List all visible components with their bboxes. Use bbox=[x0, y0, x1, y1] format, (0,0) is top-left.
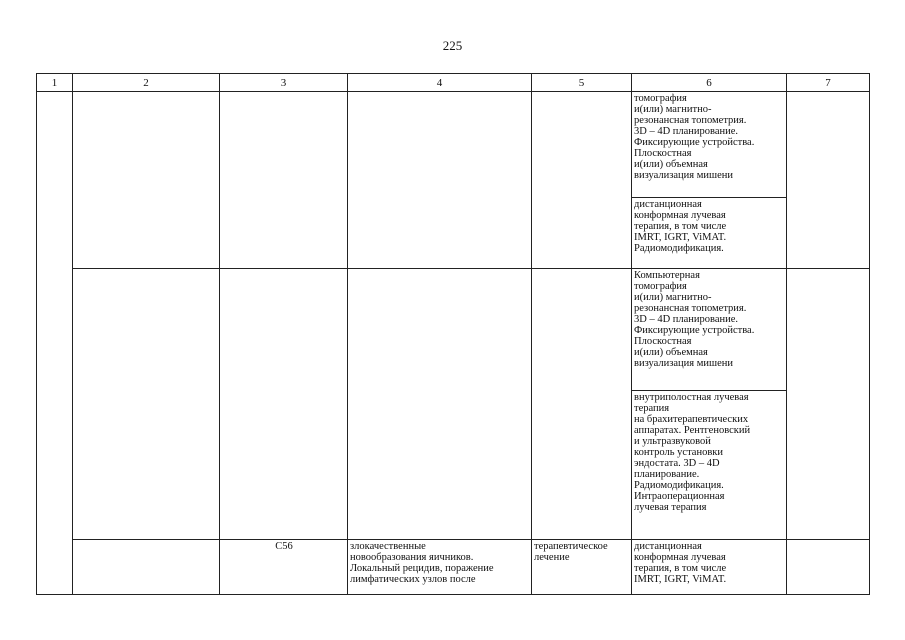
col7-cell bbox=[787, 92, 870, 269]
method-text: дистанционная конформная лучевая терапия, в том числе IMRT, IGRT, ViMAT. bbox=[634, 541, 727, 585]
diagnosis-cell bbox=[348, 92, 532, 269]
col2-cell bbox=[73, 269, 220, 540]
treatment-type-text: терапевтическое лечение bbox=[534, 541, 608, 563]
col-header-7: 7 bbox=[787, 74, 870, 92]
diagnosis-cell bbox=[348, 540, 532, 595]
treatment-type-text bbox=[532, 269, 631, 270]
col1-merged-cell bbox=[37, 92, 73, 595]
col2-cell bbox=[73, 92, 220, 269]
col-header-6: 6 bbox=[632, 74, 787, 92]
diagnosis-text: злокачественные новообразования яичников. Локальный рецидив, поражение лимфатических узлов после bbox=[350, 541, 494, 585]
table-row bbox=[37, 269, 870, 540]
treatment-type-cell bbox=[532, 540, 632, 595]
code-cell bbox=[220, 269, 348, 540]
method-text: Компьютерная томография и(или) магнитно- резонансная топометрия. 3D – 4D планирование. Фиксирующие устройства. Плоскостная и(или) объемная визуализация мишени bbox=[632, 269, 786, 391]
method-cell bbox=[632, 540, 787, 595]
diagnosis-cell bbox=[348, 269, 532, 540]
col7-cell bbox=[787, 269, 870, 540]
method-text: внутриполостная лучевая терапия на брахитерапевтических аппаратах. Рентгеновский и ультразвуковой контроль установки эндостата. 3D – 4D планирование. Радиомодификация. Интраоперационная лучевая терапия bbox=[634, 392, 751, 513]
col-header-5: 5 bbox=[532, 74, 632, 92]
col7-cell bbox=[787, 540, 870, 595]
table-header-row bbox=[37, 74, 870, 92]
col2-cell bbox=[73, 540, 220, 595]
code-text: C56 bbox=[275, 541, 293, 552]
code-text bbox=[220, 92, 347, 93]
col-header-2: 2 bbox=[73, 74, 220, 92]
method-cell bbox=[632, 269, 787, 540]
table-row bbox=[37, 92, 870, 269]
col-header-1: 1 bbox=[37, 74, 73, 92]
code-cell bbox=[220, 540, 348, 595]
col-header-4: 4 bbox=[348, 74, 532, 92]
col-header-3: 3 bbox=[220, 74, 348, 92]
page-number: 225 bbox=[442, 38, 463, 53]
method-text: дистанционная конформная лучевая терапия, в том числе IMRT, IGRT, ViMAT. Радиомодификация. bbox=[634, 199, 727, 254]
diagnosis-text bbox=[348, 269, 531, 270]
code-cell bbox=[220, 92, 348, 269]
treatment-type-text bbox=[532, 92, 631, 93]
diagnosis-text bbox=[348, 92, 531, 93]
treatment-type-cell bbox=[532, 269, 632, 540]
method-text: томография и(или) магнитно- резонансная топометрия. 3D – 4D планирование. Фиксирующие устройства. Плоскостная и(или) объемная визуализация мишени bbox=[632, 92, 786, 198]
treatment-type-cell bbox=[532, 92, 632, 269]
treatment-table bbox=[36, 73, 870, 595]
table-row bbox=[37, 540, 870, 595]
method-cell bbox=[632, 92, 787, 269]
code-text bbox=[220, 269, 347, 270]
